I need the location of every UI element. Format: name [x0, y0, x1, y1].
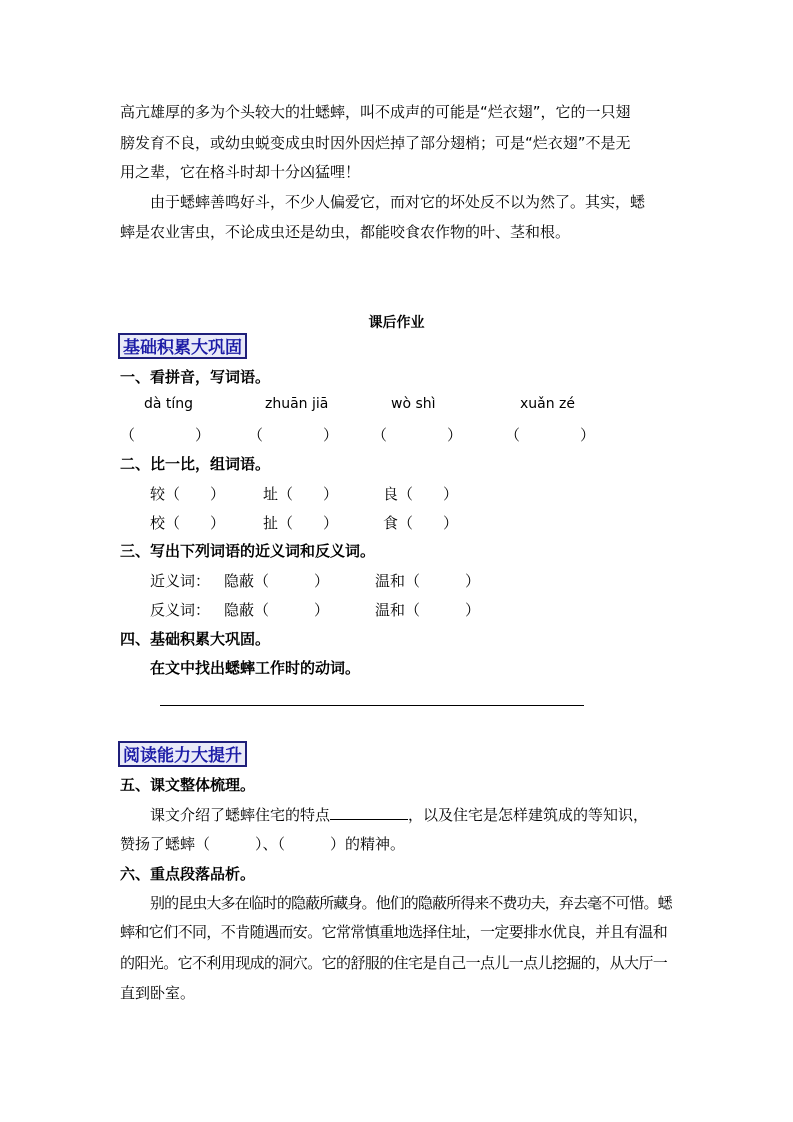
intro-line-5: 蟀是农业害虫，不论成虫还是幼虫，都能咬食农作物的叶、茎和根。: [120, 223, 571, 241]
section-banner-basic: 基础积累大巩固: [118, 333, 247, 359]
passage-line-4: 直到卧室。: [120, 984, 196, 1002]
intro-line-1: 高亢雄厚的多为个头较大的壮蟋蟀，叫不成声的可能是“烂衣翅”，它的一只翅: [120, 103, 631, 121]
synonym-item[interactable]: 温和（ ）: [375, 572, 481, 590]
pinyin-1: dà tíng: [144, 396, 194, 412]
answer-blank-1[interactable]: （ ）: [120, 426, 211, 444]
q5-line-2: 赞扬了蟋蟀（ ）、（ ）的精神。: [120, 835, 406, 853]
passage-line-2: 蟀和它们不同，不肯随遇而安。它常常慎重地选择住址，一定要排水优良，并且有温和: [120, 923, 668, 941]
q2-title: 二、比一比，组词语。: [120, 455, 271, 473]
intro-line-4: 由于蟋蟀善鸣好斗，不少人偏爱它，而对它的坏处反不以为然了。其实，蟋: [150, 193, 646, 211]
antonym-label: 反义词：: [150, 601, 211, 619]
answer-line[interactable]: [160, 705, 584, 706]
homework-title: 课后作业: [368, 315, 425, 331]
antonym-item[interactable]: 隐蔽（ ）: [224, 601, 330, 619]
q5-line-1: [150, 805, 648, 825]
q4-prompt: 在文中找出蟋蟀工作时的动词。: [150, 659, 361, 677]
answer-underline[interactable]: [330, 805, 408, 820]
q5-text-b: ，以及住宅是怎样建筑成的等知识，: [408, 806, 649, 824]
answer-blank-4[interactable]: （ ）: [505, 426, 596, 444]
q5-text-a: 课文介绍了蟋蟀住宅的特点: [150, 806, 331, 824]
compare-item[interactable]: 址（ ）: [263, 485, 339, 503]
q6-title: 六、重点段落品析。: [120, 865, 256, 883]
passage-line-1: 别的昆虫大多在临时的隐蔽所藏身。他们的隐蔽所得来不费功夫，弃去毫不可惜。蟋: [150, 894, 672, 912]
synonym-label: 近义词：: [150, 572, 211, 590]
compare-item[interactable]: 食（ ）: [383, 514, 459, 532]
compare-item[interactable]: 扯（ ）: [263, 514, 339, 532]
pinyin-4: xuǎn zé: [520, 396, 576, 412]
q3-title: 三、写出下列词语的近义词和反义词。: [120, 542, 376, 560]
answer-blank-3[interactable]: （ ）: [372, 426, 463, 444]
q4-title: 四、基础积累大巩固。: [120, 630, 271, 648]
intro-line-2: 膀发育不良，或幼虫蜕变成虫时因外因烂掉了部分翅梢；可是“烂衣翅”不是无: [120, 134, 631, 152]
q5-title: 五、课文整体梳理。: [120, 776, 256, 794]
synonym-item[interactable]: 隐蔽（ ）: [224, 572, 330, 590]
passage-line-3: 的阳光。它不利用现成的洞穴。它的舒服的住宅是自己一点儿一点儿挖掘的，从大厅一: [120, 954, 668, 972]
antonym-item[interactable]: 温和（ ）: [375, 601, 481, 619]
intro-line-3: 用之辈，它在格斗时却十分凶猛哩！: [120, 163, 361, 181]
section-banner-reading: 阅读能力大提升: [118, 741, 247, 767]
compare-item[interactable]: 校（ ）: [150, 514, 226, 532]
pinyin-3: wò shì: [391, 396, 436, 412]
pinyin-2: zhuān jiā: [265, 396, 329, 412]
q1-title: 一、看拼音，写词语。: [120, 368, 271, 386]
answer-blank-2[interactable]: （ ）: [248, 426, 339, 444]
compare-item[interactable]: 良（ ）: [383, 485, 459, 503]
compare-item[interactable]: 较（ ）: [150, 485, 226, 503]
